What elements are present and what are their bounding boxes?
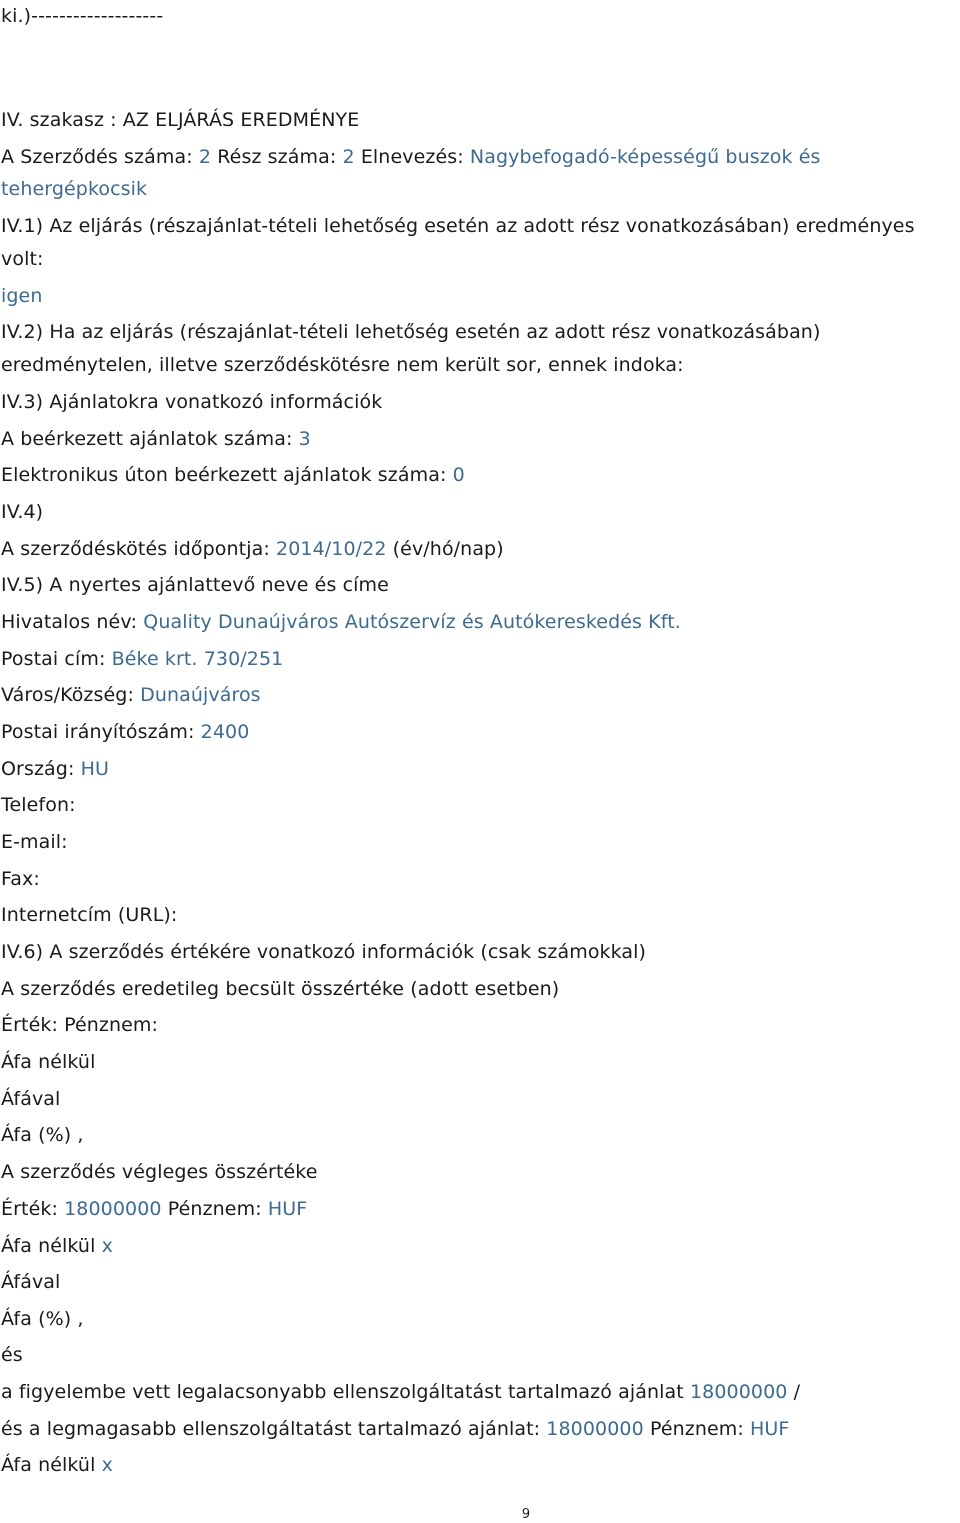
final-vat-percent: Áfa (%) , bbox=[1, 1308, 84, 1330]
country: Ország: HU bbox=[1, 758, 109, 780]
contract-line: A Szerződés száma: 2 Rész száma: 2 Elnevezés: Nagybefogadó-képességű buszok és bbox=[1, 146, 821, 168]
estimated-vat-percent: Áfa (%) , bbox=[1, 1124, 84, 1146]
postal-code: Postai irányítószám: 2400 bbox=[1, 721, 250, 743]
final-with-vat: Áfával bbox=[1, 1271, 61, 1293]
offer-without-vat: Áfa nélkül x bbox=[1, 1454, 113, 1476]
offers-received: A beérkezett ajánlatok száma: 3 bbox=[1, 428, 311, 450]
iv3-heading: IV.3) Ajánlatokra vonatkozó információk bbox=[1, 391, 383, 413]
phone-label: Telefon: bbox=[1, 794, 76, 816]
conjunction-line: és bbox=[1, 1344, 23, 1366]
iv2-question-cont: eredménytelen, illetve szerződéskötésre nem került sor, ennek indoka: bbox=[1, 354, 684, 376]
section-heading: IV. szakasz : AZ ELJÁRÁS EREDMÉNYE bbox=[1, 109, 360, 131]
iv1-question: IV.1) Az eljárás (részajánlat-tételi lehetőség esetén az adott rész vonatkozásában) eredményes bbox=[1, 215, 915, 237]
contract-date: A szerződéskötés időpontja: 2014/10/22 (év/hó/nap) bbox=[1, 538, 504, 560]
estimated-value-heading: A szerződés eredetileg becsült összértéke (adott esetben) bbox=[1, 978, 560, 1000]
url-label: Internetcím (URL): bbox=[1, 904, 178, 926]
lowest-offer: a figyelembe vett legalacsonyabb ellenszolgáltatást tartalmazó ajánlat 18000000 / bbox=[1, 1381, 801, 1403]
email-label: E-mail: bbox=[1, 831, 68, 853]
iv4-heading: IV.4) bbox=[1, 501, 44, 523]
estimated-with-vat: Áfával bbox=[1, 1088, 61, 1110]
highest-offer: és a legmagasabb ellenszolgáltatást tartalmazó ajánlat: 18000000 Pénznem: HUF bbox=[1, 1418, 790, 1440]
page-number: 9 bbox=[521, 1507, 531, 1522]
continuation-line: ki.)------------------- bbox=[1, 5, 164, 27]
iv5-heading: IV.5) A nyertes ajánlattevő neve és címe bbox=[1, 574, 389, 596]
estimated-value-currency: Érték: Pénznem: bbox=[1, 1014, 159, 1036]
postal-address: Postai cím: Béke krt. 730/251 bbox=[1, 648, 284, 670]
iv6-heading: IV.6) A szerződés értékére vonatkozó információk (csak számokkal) bbox=[1, 941, 647, 963]
iv1-answer: igen bbox=[1, 285, 43, 307]
iv2-question: IV.2) Ha az eljárás (részajánlat-tételi lehetőség esetén az adott rész vonatkozásában) bbox=[1, 321, 821, 343]
fax-label: Fax: bbox=[1, 868, 40, 890]
contract-name-cont: tehergépkocsik bbox=[1, 178, 148, 200]
city: Város/Község: Dunaújváros bbox=[1, 684, 261, 706]
iv1-question-cont: volt: bbox=[1, 248, 44, 270]
final-value: Érték: 18000000 Pénznem: HUF bbox=[1, 1198, 308, 1220]
final-without-vat: Áfa nélkül x bbox=[1, 1235, 113, 1257]
final-value-heading: A szerződés végleges összértéke bbox=[1, 1161, 318, 1183]
electronic-offers: Elektronikus úton beérkezett ajánlatok száma: 0 bbox=[1, 464, 465, 486]
estimated-without-vat: Áfa nélkül bbox=[1, 1051, 96, 1073]
official-name: Hivatalos név: Quality Dunaújváros Autószervíz és Autókereskedés Kft. bbox=[1, 611, 681, 633]
